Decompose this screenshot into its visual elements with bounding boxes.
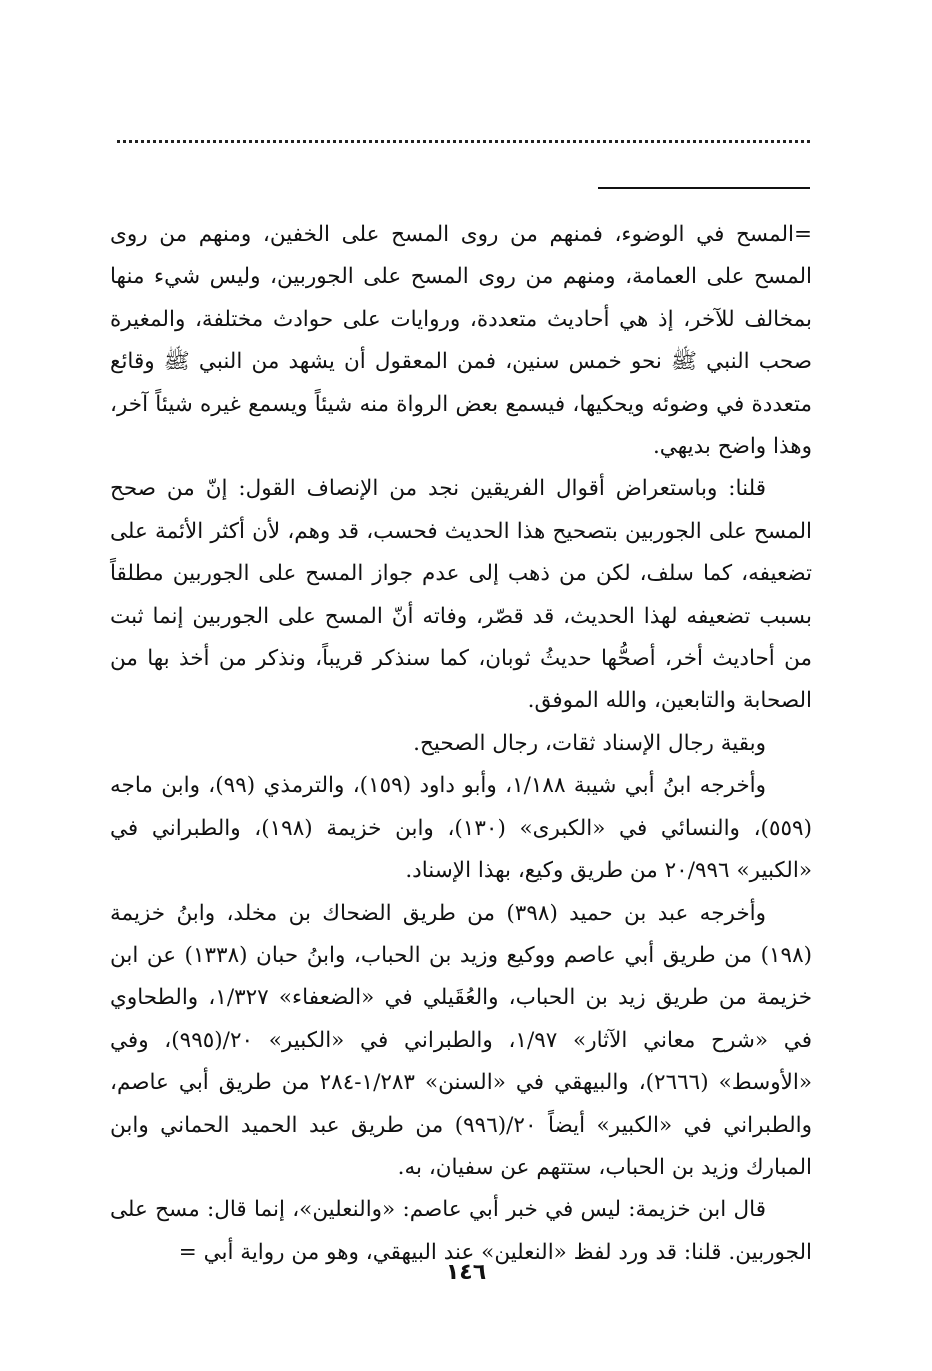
paragraph-6: قال ابن خزيمة: ليس في خبر أبي عاصم: «والنعلين»، إنما قال: مسح على الجوربين. قلنا: قد ورد لفظ «النعلين» عند البيهقي، وهو من رواية أبي = (110, 1197, 812, 1265)
footnote-text (110, 214, 812, 1274)
dotted-separator (117, 140, 810, 153)
paragraph-1: =المسح في الوضوء، فمنهم من روى المسح على الخفين، ومنهم من روى المسح على العمامة، ومنهم من روى المسح على الجوربين، وليس شيء منها بمخالف للآخر، إذ هي أحاديث متعددة، وروايات على حوادث مختلفة، والمغيرة صحب النبي ﷺ نحو خمس سنين، فمن المعقول أن يشهد من النبي ﷺ وقائع متعددة في وضوئه ويحكيها، فيسمع بعض الرواة منه شيئاً ويسمع غيره شيئاً آخر، وهذا واضح بديهي. (110, 222, 812, 460)
paragraph-2: قلنا: وباستعراض أقوال الفريقين نجد من الإنصاف القول: إنّ من صحح المسح على الجوربين بتصحيح هذا الحديث فحسب، قد وهم، لأن أكثر الأئمة على تضعيفه، كما سلف، لكن من ذهب إلى عدم جواز المسح على الجوربين مطلقاً بسبب تضعيفه لهذا الحديث، قد قصّر، وفاته أنّ المسح على الجوربين إنما ثبت من أحاديث أخر، أصحُّها حديثُ ثوبان، كما سنذكر قريباً، ونذكر من أخذ بها من الصحابة والتابعين، والله الموفق. (110, 476, 812, 714)
paragraph-5: وأخرجه عبد بن حميد (٣٩٨) من طريق الضحاك بن مخلد، وابنُ خزيمة (١٩٨) من طريق أبي عاصم ووكيع وزيد بن الحباب، وابنُ حبان (١٣٣٨) عن ابن خزيمة من طريق زيد بن الحباب، والعُقَيلي في «الضعفاء» ١/٣٢٧، والطحاوي في «شرح معاني الآثار» ١/٩٧، والطبراني في «الكبير» ٢٠/(٩٩٥)، وفي «الأوسط» (٢٦٦٦)، والبيهقي في «السنن» ١/٢٨٣-٢٨٤ من طريق أبي عاصم، والطبراني في «الكبير» أيضاً ٢٠/(٩٩٦) من طريق عبد الحميد الحماني وابن المبارك وزيد بن الحباب، ستتهم عن سفيان، به. (110, 900, 813, 1180)
page-number: ١٤٦ (445, 1260, 487, 1285)
footnote-rule (598, 187, 810, 189)
paragraph-4: وأخرجه ابنُ أبي شيبة ١/١٨٨، وأبو داود (١٥٩)، والترمذي (٩٩)، وابن ماجه (٥٥٩)، والنسائي في «الكبرى» (١٣٠)، وابن خزيمة (١٩٨)، والطبراني في «الكبير» ٢٠/٩٩٦ من طريق وكيع، بهذا الإسناد. (110, 773, 812, 884)
paragraph-3: وبقية رجال الإسناد ثقات، رجال الصحيح. (413, 730, 766, 756)
